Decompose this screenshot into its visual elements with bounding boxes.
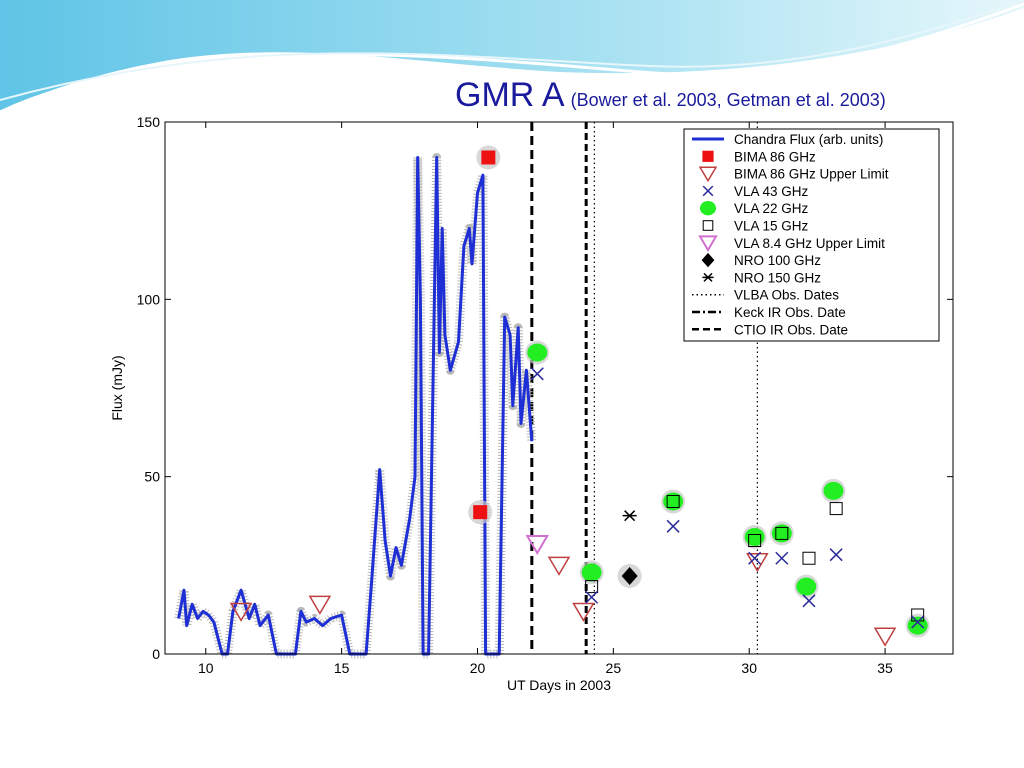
point-vla-43-ghz: [830, 549, 842, 561]
legend-label: VLBA Obs. Dates: [734, 287, 840, 303]
point-bima-86-ghz: [473, 505, 487, 519]
point-vla-43-ghz: [667, 520, 679, 532]
point-bima-86-ghz: [481, 150, 495, 164]
slide-title-main: GMR A: [455, 76, 565, 114]
point-vla-22-ghz: [745, 528, 765, 546]
point-vla-22-ghz: [823, 482, 843, 500]
point-vla-22-ghz: [796, 578, 816, 596]
legend-label: BIMA 86 GHz: [734, 149, 816, 165]
y-tick-label: 50: [144, 468, 160, 485]
point-vla-8-4-ghz-upper-limit: [527, 536, 547, 553]
y-tick-label: 100: [136, 291, 160, 308]
legend-label: NRO 100 GHz: [734, 253, 822, 269]
point-vla-15-ghz: [830, 503, 842, 515]
point-vla-43-ghz: [531, 368, 543, 380]
slide-title-citation: (Bower et al. 2003, Getman et al. 2003): [570, 90, 886, 110]
legend-label: VLA 8.4 GHz Upper Limit: [734, 235, 885, 251]
point-vla-15-ghz: [803, 552, 815, 564]
point-bima-86-ghz-upper-limit: [310, 596, 330, 613]
legend-label: Keck IR Obs. Date: [734, 305, 846, 320]
legend-label: Chandra Flux (arb. units): [734, 132, 884, 147]
point-bima-86-ghz-upper-limit: [549, 557, 569, 574]
point-vla-22-ghz: [527, 344, 547, 362]
chandra-flux-line: [179, 158, 532, 655]
point-bima-86-ghz-upper-limit: [875, 628, 895, 645]
legend-swatch: [702, 151, 713, 162]
point-vla-43-ghz: [776, 552, 788, 564]
legend-label: VLA 43 GHz: [734, 183, 809, 199]
chart-legend: [684, 129, 939, 341]
x-tick-label: 10: [197, 660, 214, 676]
x-axis-label: UT Days in 2003: [506, 677, 612, 693]
y-tick-label: 150: [136, 114, 160, 130]
legend-label: NRO 150 GHz: [734, 270, 822, 286]
x-tick-label: 30: [741, 660, 757, 676]
x-tick-label: 20: [469, 660, 486, 676]
legend-label: BIMA 86 GHz Upper Limit: [734, 166, 889, 182]
legend-label: VLA 22 GHz: [734, 201, 809, 217]
point-bima-86-ghz-upper-limit: [573, 603, 593, 620]
legend-swatch: [700, 201, 716, 215]
x-tick-label: 15: [333, 660, 350, 676]
legend-label: CTIO IR Obs. Date: [734, 322, 849, 338]
legend-label: VLA 15 GHz: [734, 218, 809, 234]
y-tick-label: 0: [152, 646, 160, 662]
point-vla-22-ghz: [582, 563, 602, 581]
chandra-flux-layer: [179, 158, 532, 655]
chandra-flux-halo: [179, 158, 532, 655]
point-nro-150-ghz: [623, 511, 637, 521]
y-axis-label: Flux (mJy): [109, 355, 125, 421]
x-tick-label: 35: [877, 660, 893, 676]
x-tick-label: 25: [605, 660, 622, 676]
point-vla-22-ghz: [908, 617, 928, 635]
